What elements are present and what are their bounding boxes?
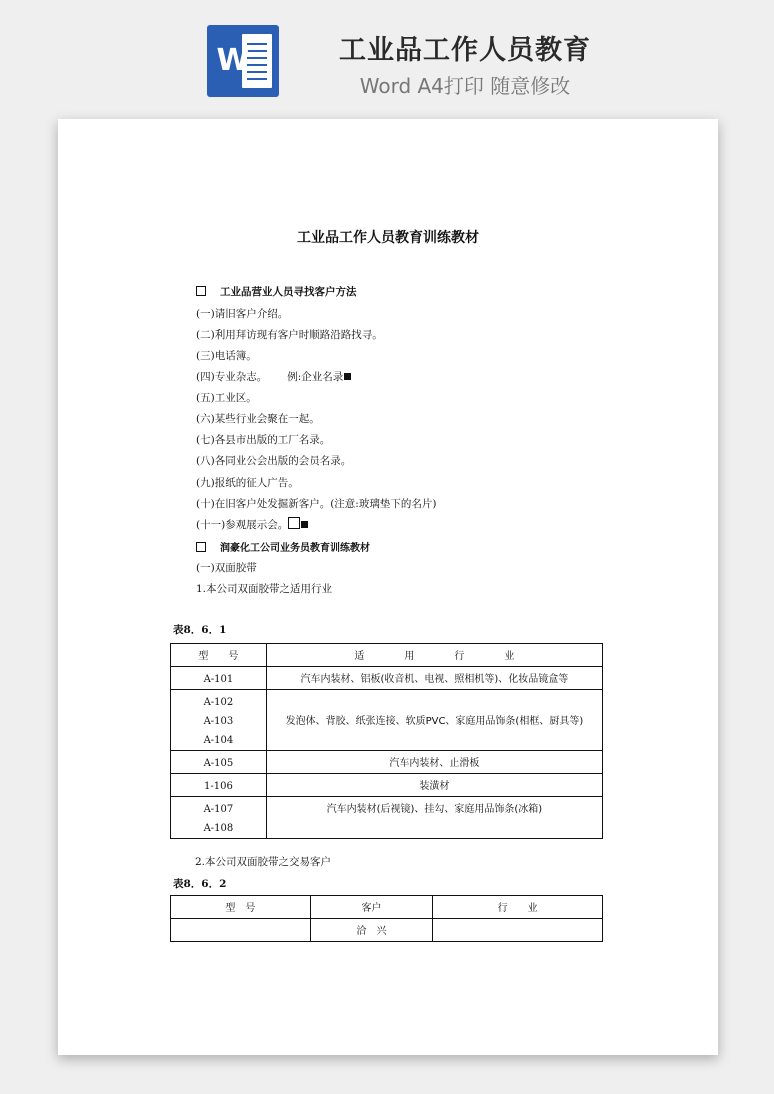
table-header-cell: 行 业 xyxy=(433,896,603,919)
table-header-cell: 型 号 xyxy=(171,644,267,667)
table-cell-industry: 汽车内装材、止滑板 xyxy=(266,751,602,774)
word-icon xyxy=(207,25,279,97)
table-row xyxy=(171,919,603,942)
section-heading-1: 工业品营业人员寻找客户方法 xyxy=(196,284,357,299)
subsection-item: 1.本公司双面胶带之适用行业 xyxy=(196,583,333,595)
table-cell-model: A-101 xyxy=(171,667,267,690)
checkbox-icon xyxy=(196,286,206,296)
list-item: (六)某些行业会聚在一起。 xyxy=(196,413,320,425)
document-page xyxy=(58,119,718,1055)
table-label: 表8．6．2 xyxy=(173,878,227,890)
table-header-row xyxy=(171,644,603,667)
table-row xyxy=(171,667,603,690)
document-title: 工业品工作人员教育训练教材 xyxy=(297,230,479,246)
watermark xyxy=(101,479,121,503)
table-cell: 洽 兴 xyxy=(310,919,433,942)
checkbox-icon xyxy=(196,542,206,552)
table-cell-industry: 发泡体、背胶、纸张连接、软质PVC、家庭用品饰条(相框、厨具等) xyxy=(266,690,602,751)
checkbox-icon xyxy=(288,517,300,529)
table-cell-model: 1-106 xyxy=(171,774,267,797)
table-cell xyxy=(171,919,311,942)
table-header-cell: 适 用 行 业 xyxy=(266,644,602,667)
section-heading-2: 润豪化工公司业务员教育训练教材 xyxy=(196,539,370,554)
list-item: (四)专业杂志。 例:企业名录 xyxy=(196,369,351,384)
list-item: (十一)参观展示会。 xyxy=(196,517,308,532)
industry-table xyxy=(170,643,603,839)
list-item: (八)各同业公会出版的会员名录。 xyxy=(196,455,352,467)
table-cell-industry: 汽车内装材(后视镜)、挂勾、家庭用品饰条(冰箱) xyxy=(266,797,602,839)
table-cell-model: A-102 A-103 A-104 xyxy=(171,690,267,751)
list-item: (七)各县市出版的工厂名录。 xyxy=(196,434,331,446)
table-row xyxy=(171,797,603,839)
table-row xyxy=(171,774,603,797)
table-cell-industry: 装潢材 xyxy=(266,774,602,797)
banner-subtitle: Word A4打印 随意修改 xyxy=(359,74,571,98)
banner xyxy=(0,0,774,118)
table-row xyxy=(171,690,603,751)
table-label: 表8．6．1 xyxy=(173,624,227,636)
list-item: (三)电话簿。 xyxy=(196,350,257,362)
list-item: (二)利用拜访现有客户时顺路沿路找寻。 xyxy=(196,329,383,341)
table-header-cell: 客户 xyxy=(310,896,433,919)
list-item: (五)工业区。 xyxy=(196,392,257,404)
list-item: (十)在旧客户处发掘新客户。(注意:玻璃垫下的名片) xyxy=(196,498,437,510)
list-item: (一)请旧客户介绍。 xyxy=(196,308,289,320)
subsection-heading: (一)双面胶带 xyxy=(196,562,257,574)
table-header-cell: 型 号 xyxy=(171,896,311,919)
table-cell-model: A-105 xyxy=(171,751,267,774)
black-square-icon xyxy=(344,373,351,380)
banner-title: 工业品工作人员教育 xyxy=(339,35,591,66)
table-header-row xyxy=(171,896,603,919)
black-square-icon xyxy=(301,521,308,528)
table-row xyxy=(171,751,603,774)
table-cell-model: A-107 A-108 xyxy=(171,797,267,839)
table-cell xyxy=(433,919,603,942)
customer-table xyxy=(170,895,603,942)
subsection-item: 2.本公司双面胶带之交易客户 xyxy=(195,856,332,868)
list-item: (九)报纸的征人广告。 xyxy=(196,477,299,489)
table-cell-industry: 汽车内装材、铝板(收音机、电视、照相机等)、化妆品镜盒等 xyxy=(266,667,602,690)
word-icon-letter: W xyxy=(216,43,250,78)
